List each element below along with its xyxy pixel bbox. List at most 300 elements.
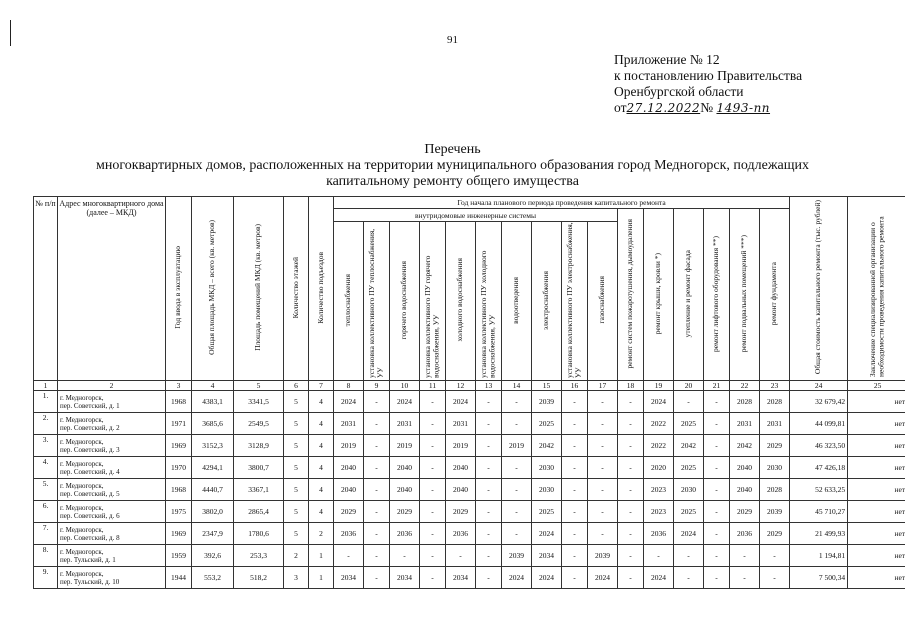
table-cell: 2042 [532, 435, 562, 457]
conclusion-cell: нет [848, 391, 905, 413]
conclusion-cell: нет [848, 567, 905, 589]
index-cell: 19 [644, 381, 674, 391]
header-premises-area: Площадь помещений МКД (кв. метров) [234, 197, 284, 381]
table-cell: - [420, 413, 446, 435]
table-cell: 4 [309, 457, 334, 479]
table-cell: 2549,5 [234, 413, 284, 435]
table-cell: 2023 [644, 479, 674, 501]
table-cell: - [476, 501, 502, 523]
table-cell: - [420, 545, 446, 567]
table-cell: 3367,1 [234, 479, 284, 501]
table-cell: 2040 [390, 457, 420, 479]
table-cell: - [420, 435, 446, 457]
table-cell: 2030 [532, 457, 562, 479]
header-total-area: Общая площадь МКД – всего (кв. метров) [192, 197, 234, 381]
table-row [34, 523, 905, 545]
table-cell: 2030 [674, 479, 704, 501]
table-cell: 2029 [390, 501, 420, 523]
appendix-date: 27.12.2022 [626, 101, 701, 115]
table-cell: - [364, 523, 390, 545]
header-smoke: ремонт систем пожаротушения, дымоудаления [618, 209, 644, 381]
table-cell: 2022 [644, 413, 674, 435]
table-cell: 2024 [588, 567, 618, 589]
table-cell: - [364, 545, 390, 567]
table-cell: 553,2 [192, 567, 234, 589]
table-cell: 2025 [674, 457, 704, 479]
table-cell: 2040 [730, 457, 760, 479]
table-cell: 2040 [334, 479, 364, 501]
header-roof: ремонт крыши, кровли *) [644, 209, 674, 381]
table-cell: 4 [309, 413, 334, 435]
table-cell: - [446, 545, 476, 567]
table-cell: 3802,0 [192, 501, 234, 523]
table-cell: 1944 [166, 567, 192, 589]
table-cell: - [588, 413, 618, 435]
table-cell: - [420, 501, 446, 523]
address-line-street: пер. Советский, д. 2 [60, 423, 120, 432]
table-cell: - [364, 457, 390, 479]
address-line-street: пер. Тульский, д. 10 [60, 577, 120, 586]
table-cell: 2034 [446, 567, 476, 589]
table-cell: 2 [284, 545, 309, 567]
table-cell: 2036 [446, 523, 476, 545]
table-cell: 2024 [334, 391, 364, 413]
table-cell: - [704, 567, 730, 589]
table-cell: 2029 [760, 523, 790, 545]
table-cell: - [562, 523, 588, 545]
table-cell: - [588, 435, 618, 457]
conclusion-cell: нет [848, 435, 905, 457]
header-foundation: ремонт фундамента [760, 209, 790, 381]
index-cell: 4 [192, 381, 234, 391]
table-cell: 2024 [502, 567, 532, 589]
address-cell [58, 435, 166, 457]
table-cell: 2029 [334, 501, 364, 523]
table-cell: 2024 [390, 391, 420, 413]
table-cell: - [704, 457, 730, 479]
table-cell: 1970 [166, 457, 192, 479]
header-cost: Общая стоимость капитального ремонта (тыс. рублей) [790, 197, 848, 381]
table-cell: 2024 [644, 567, 674, 589]
table-cell: - [502, 413, 532, 435]
table-cell: - [502, 479, 532, 501]
address-line-city: г. Медногорск, [60, 503, 104, 512]
address-cell [58, 545, 166, 567]
address-line-street: пер. Советский, д. 8 [60, 533, 120, 542]
address-cell [58, 523, 166, 545]
address-cell [58, 501, 166, 523]
table-row [34, 457, 905, 479]
cost-cell: 21 499,93 [790, 523, 848, 545]
table-cell: 2024 [532, 567, 562, 589]
index-cell: 21 [704, 381, 730, 391]
table-cell: - [760, 545, 790, 567]
table-row [34, 545, 905, 567]
table-cell: - [618, 501, 644, 523]
index-cell: 3 [166, 381, 192, 391]
buildings-table [33, 196, 905, 589]
appendix-line-3: Оренбургской области [614, 84, 744, 99]
header-hot-water: горячего водоснабжения [390, 222, 420, 381]
table-cell: 4294,1 [192, 457, 234, 479]
table-cell: - [364, 413, 390, 435]
header-basement: ремонт подвальных помещений ***) [730, 209, 760, 381]
appendix-line-1: Приложение № 12 [614, 52, 720, 67]
table-cell: 2040 [390, 479, 420, 501]
cost-cell: 32 679,42 [790, 391, 848, 413]
table-cell: - [502, 523, 532, 545]
table-cell: 2036 [334, 523, 364, 545]
table-cell: - [420, 567, 446, 589]
cost-cell: 46 323,50 [790, 435, 848, 457]
header-internal-group: внутридомовые инженерные системы [334, 209, 618, 222]
table-cell: 1968 [166, 391, 192, 413]
header-heat: теплоснабжения [334, 222, 364, 381]
table-cell: - [476, 435, 502, 457]
table-cell: 1780,6 [234, 523, 284, 545]
address-cell [58, 479, 166, 501]
address-cell [58, 413, 166, 435]
row-number-cell: 2. [34, 413, 58, 435]
address-line-city: г. Медногорск, [60, 481, 104, 490]
table-cell: - [588, 523, 618, 545]
table-cell: 2020 [644, 457, 674, 479]
table-cell: - [730, 567, 760, 589]
table-cell: - [562, 413, 588, 435]
index-cell: 18 [618, 381, 644, 391]
table-cell: - [618, 567, 644, 589]
cost-cell: 47 426,18 [790, 457, 848, 479]
index-cell: 25 [848, 381, 905, 391]
table-cell: 5 [284, 413, 309, 435]
table-cell: 2036 [644, 523, 674, 545]
row-number-cell: 7. [34, 523, 58, 545]
header-cold-water: холодного водоснабжения [446, 222, 476, 381]
header-period-group: Год начала планового периода проведения капитального ремонта [334, 197, 790, 209]
table-cell: 2024 [446, 391, 476, 413]
table-cell: 2347,9 [192, 523, 234, 545]
table-cell: - [562, 457, 588, 479]
table-cell: 1959 [166, 545, 192, 567]
address-line-street: пер. Советский, д. 5 [60, 489, 120, 498]
table-cell: 4 [309, 479, 334, 501]
table-cell: - [502, 501, 532, 523]
index-cell: 10 [390, 381, 420, 391]
table-cell: 2019 [334, 435, 364, 457]
conclusion-cell: нет [848, 501, 905, 523]
table-cell: 1968 [166, 479, 192, 501]
cost-cell: 52 633,25 [790, 479, 848, 501]
page-number: 91 [447, 34, 458, 46]
table-cell: 1971 [166, 413, 192, 435]
header-heat-meter: установка коллективного ПУ теплоснабжения, УУ [364, 222, 390, 381]
title-line-3: капитальному ремонту общего имущества [326, 174, 579, 189]
table-cell: 2025 [532, 501, 562, 523]
table-cell: - [502, 391, 532, 413]
table-cell: - [588, 501, 618, 523]
table-cell: - [704, 479, 730, 501]
table-cell: 2040 [446, 457, 476, 479]
table-cell: - [674, 391, 704, 413]
table-cell: - [420, 479, 446, 501]
address-line-street: пер. Тульский, д. 1 [60, 555, 116, 564]
table-cell: 2024 [532, 523, 562, 545]
table-cell: 3685,6 [192, 413, 234, 435]
table-cell: 3341,5 [234, 391, 284, 413]
address-line-street: пер. Советский, д. 3 [60, 445, 120, 454]
table-cell: 3 [284, 567, 309, 589]
table-cell: 2030 [532, 479, 562, 501]
table-cell: - [476, 523, 502, 545]
table-cell: - [562, 545, 588, 567]
table-cell: 3152,3 [192, 435, 234, 457]
index-cell: 17 [588, 381, 618, 391]
address-cell [58, 567, 166, 589]
appendix-number: 1493-пп [716, 101, 771, 115]
table-cell: 5 [284, 523, 309, 545]
index-cell: 20 [674, 381, 704, 391]
table-cell: - [704, 523, 730, 545]
index-cell: 6 [284, 381, 309, 391]
table-cell: 2040 [334, 457, 364, 479]
table-cell: 2025 [674, 413, 704, 435]
table-cell: 2031 [446, 413, 476, 435]
appendix-line-4 [614, 100, 802, 116]
table-cell: 2030 [760, 457, 790, 479]
table-cell: 2031 [730, 413, 760, 435]
table-cell: 3128,9 [234, 435, 284, 457]
table-cell: 4440,7 [192, 479, 234, 501]
table-cell: - [390, 545, 420, 567]
table-cell: - [704, 435, 730, 457]
table-cell: - [502, 457, 532, 479]
table-cell: - [364, 435, 390, 457]
address-line-city: г. Медногорск, [60, 525, 104, 534]
conclusion-cell: нет [848, 523, 905, 545]
index-cell: 5 [234, 381, 284, 391]
table-cell: - [476, 567, 502, 589]
conclusion-cell: нет [848, 545, 905, 567]
conclusion-cell: нет [848, 457, 905, 479]
table-cell: 2019 [502, 435, 532, 457]
table-cell: - [562, 567, 588, 589]
table-cell: - [704, 391, 730, 413]
table-cell: - [674, 567, 704, 589]
table-cell: 253,3 [234, 545, 284, 567]
table-cell: - [420, 391, 446, 413]
table-cell: - [730, 545, 760, 567]
table-cell: 2028 [760, 391, 790, 413]
table-cell: 2034 [334, 567, 364, 589]
table-row [34, 479, 905, 501]
header-conclusion: Заключение специализированной организации о необходимости проведения капитального ремонта [848, 197, 905, 381]
index-cell: 15 [532, 381, 562, 391]
table-cell: - [618, 413, 644, 435]
table-cell: - [674, 545, 704, 567]
table-cell: - [618, 545, 644, 567]
table-cell: 2031 [390, 413, 420, 435]
table-cell: 2 [309, 523, 334, 545]
table-cell: 2042 [730, 435, 760, 457]
appendix-block [614, 52, 802, 116]
table-cell: - [476, 391, 502, 413]
table-cell: - [476, 545, 502, 567]
table-cell: - [476, 479, 502, 501]
table-body [34, 391, 905, 589]
index-cell: 7 [309, 381, 334, 391]
table-cell: - [420, 457, 446, 479]
table-cell: 2039 [532, 391, 562, 413]
table-cell: - [364, 501, 390, 523]
table-cell: 1969 [166, 435, 192, 457]
table-cell: 5 [284, 479, 309, 501]
index-cell: 13 [476, 381, 502, 391]
table-cell: 2029 [446, 501, 476, 523]
table-cell: 2040 [446, 479, 476, 501]
index-cell: 24 [790, 381, 848, 391]
table-cell: 2034 [532, 545, 562, 567]
index-cell: 2 [58, 381, 166, 391]
table-cell: - [644, 545, 674, 567]
appendix-date-prefix: от [614, 100, 627, 115]
index-cell: 1 [34, 381, 58, 391]
row-number-cell: 5. [34, 479, 58, 501]
table-cell: - [476, 457, 502, 479]
row-number-cell: 1. [34, 391, 58, 413]
table-cell: 3800,7 [234, 457, 284, 479]
table-cell: 2039 [588, 545, 618, 567]
address-line-city: г. Медногорск, [60, 547, 104, 556]
table-cell: 2029 [730, 501, 760, 523]
table-cell: 2042 [674, 435, 704, 457]
conclusion-cell: нет [848, 413, 905, 435]
address-line-city: г. Медногорск, [60, 437, 104, 446]
table-cell: - [364, 479, 390, 501]
table-cell: 2036 [730, 523, 760, 545]
table-cell: 2028 [730, 391, 760, 413]
address-cell [58, 457, 166, 479]
table-cell: 518,2 [234, 567, 284, 589]
header-entrances: Количество подъездов [309, 197, 334, 381]
table-cell: 2025 [532, 413, 562, 435]
title-line-1: Перечень [424, 142, 481, 157]
table-cell: 1969 [166, 523, 192, 545]
index-cell: 22 [730, 381, 760, 391]
row-number-cell: 4. [34, 457, 58, 479]
header-gas: газоснабжения [588, 222, 618, 381]
header-year-built: Год ввода в эксплуатацию [166, 197, 192, 381]
index-cell: 12 [446, 381, 476, 391]
cost-cell: 45 710,27 [790, 501, 848, 523]
table-cell: - [618, 435, 644, 457]
table-cell: 4 [309, 435, 334, 457]
table-cell: 2029 [760, 435, 790, 457]
table-row [34, 413, 905, 435]
table-cell: - [562, 501, 588, 523]
address-line-city: г. Медногорск, [60, 415, 104, 424]
address-cell [58, 391, 166, 413]
table-cell: 1 [309, 567, 334, 589]
table-cell: - [704, 501, 730, 523]
header-hot-water-meter: установка коллективного ПУ горячего водоснабжения, УУ [420, 222, 446, 381]
table-cell: 2024 [674, 523, 704, 545]
cost-cell: 1 194,81 [790, 545, 848, 567]
row-number-cell: 9. [34, 567, 58, 589]
table-cell: - [618, 479, 644, 501]
address-line-street: пер. Советский, д. 4 [60, 467, 120, 476]
table-cell: 5 [284, 391, 309, 413]
table-cell: 4 [309, 501, 334, 523]
conclusion-cell: нет [848, 479, 905, 501]
index-cell: 8 [334, 381, 364, 391]
table-cell: 4383,1 [192, 391, 234, 413]
table-cell: 2034 [390, 567, 420, 589]
table-cell: 2036 [390, 523, 420, 545]
table-cell: - [334, 545, 364, 567]
table-cell: - [618, 523, 644, 545]
index-cell: 23 [760, 381, 790, 391]
header-floors: Количество этажей [284, 197, 309, 381]
table-cell: - [420, 523, 446, 545]
table-row [34, 567, 905, 589]
header-facade: утепление и ремонт фасада [674, 209, 704, 381]
table-cell: 2019 [390, 435, 420, 457]
row-number-cell: 8. [34, 545, 58, 567]
address-line-street: пер. Советский, д. 1 [60, 401, 120, 410]
table-cell: - [618, 391, 644, 413]
address-line-city: г. Медногорск, [60, 459, 104, 468]
document-title [0, 142, 905, 190]
table-cell: 392,6 [192, 545, 234, 567]
appendix-line-2: к постановлению Правительства [614, 68, 803, 83]
table-cell: - [562, 435, 588, 457]
index-cell: 16 [562, 381, 588, 391]
table-cell: - [588, 457, 618, 479]
table-cell: 2024 [644, 391, 674, 413]
address-line-city: г. Медногорск, [60, 569, 104, 578]
table-cell: 5 [284, 457, 309, 479]
table-cell: 5 [284, 501, 309, 523]
appendix-number-label: № [700, 100, 714, 115]
cost-cell: 44 099,81 [790, 413, 848, 435]
table-row [34, 501, 905, 523]
table-cell: 1 [309, 545, 334, 567]
table-cell: - [618, 457, 644, 479]
table-cell: 5 [284, 435, 309, 457]
table-cell: 2025 [674, 501, 704, 523]
column-index-row [34, 381, 905, 391]
header-cold-water-meter: установка коллективного ПУ холодного водоснабжения, УУ [476, 222, 502, 381]
header-elevator: ремонт лифтового оборудования **) [704, 209, 730, 381]
table-cell: - [704, 545, 730, 567]
table-cell: - [588, 391, 618, 413]
cost-cell: 7 500,34 [790, 567, 848, 589]
table-cell: - [364, 391, 390, 413]
table-cell: 2040 [730, 479, 760, 501]
header-address: Адрес многоквартирного дома (далее – МКД) [58, 197, 166, 381]
table-cell: 2028 [760, 479, 790, 501]
header-sewer: водоотведения [502, 222, 532, 381]
table-cell: 2022 [644, 435, 674, 457]
address-line-city: г. Медногорск, [60, 393, 104, 402]
table-cell: 2019 [446, 435, 476, 457]
table-cell: - [476, 413, 502, 435]
table-cell: - [562, 479, 588, 501]
table-cell: - [760, 567, 790, 589]
index-cell: 14 [502, 381, 532, 391]
table-row [34, 435, 905, 457]
table-cell: 4 [309, 391, 334, 413]
